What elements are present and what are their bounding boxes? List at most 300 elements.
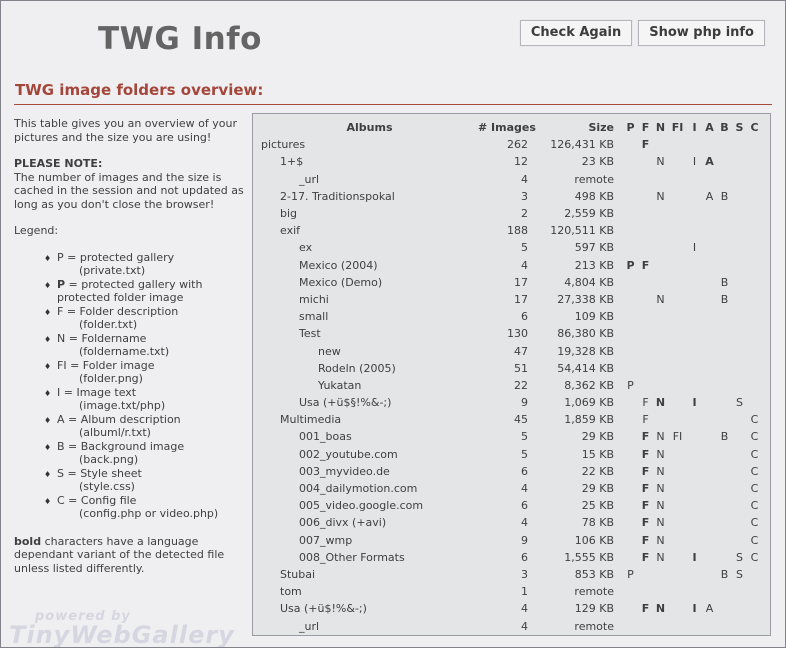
flag-p [623, 551, 638, 564]
flag-fi [668, 534, 687, 547]
album-name: 008_Other Formats [299, 550, 405, 564]
table-row [261, 532, 762, 549]
flag-c [747, 293, 762, 306]
bold-note-rest: characters have a language dependant variant of the detected file unless listed differently. [14, 534, 225, 575]
heading-divider [14, 104, 772, 105]
album-name: small [299, 310, 329, 324]
image-count: 51 [514, 361, 528, 375]
image-count: 6 [521, 464, 528, 478]
table-row [261, 600, 762, 617]
flag-f: F [641, 499, 650, 513]
flag-n: N [656, 447, 665, 461]
flag-a [702, 379, 717, 392]
legend-item: ♦ N = Foldername (foldername.txt) [44, 332, 248, 359]
legend-item: ♦ P = protected gallery with protected folder image [44, 277, 203, 304]
flag-fi [668, 259, 687, 272]
flag-n [653, 138, 668, 151]
album-name: Stubai [280, 567, 316, 581]
table-row [261, 480, 762, 497]
album-name: Usa (+ü$§!%&-;) [299, 396, 392, 410]
flag-fi [668, 190, 687, 203]
legend-item: ♦ F = Folder description (folder.txt) [44, 305, 248, 332]
image-count: 12 [514, 155, 528, 169]
flag-f: F [642, 413, 649, 427]
flag-a: A [705, 602, 714, 616]
flag-i [687, 276, 702, 289]
flag-p [623, 448, 638, 461]
bold-note-word: bold [14, 534, 42, 548]
image-count: 9 [521, 396, 528, 410]
flag-b [717, 259, 732, 272]
flag-c [747, 138, 762, 151]
flag-cells [623, 379, 762, 392]
flag-f [638, 276, 653, 289]
flag-c [747, 155, 762, 168]
flag-s [732, 241, 747, 254]
album-name: Yukatan [318, 378, 362, 392]
flag-a [702, 413, 717, 426]
image-count: 5 [521, 447, 528, 461]
flag-p [623, 293, 638, 306]
flag-c [747, 602, 762, 615]
flag-a [702, 259, 717, 272]
flag-fi [668, 465, 687, 478]
flag-c: C [750, 533, 759, 547]
albums-column-header: Albums [346, 121, 393, 135]
diamond-bullet-icon: ♦ [44, 442, 52, 452]
flag-a: A [705, 155, 714, 169]
flag-header-p: P [626, 121, 635, 135]
flag-n: N [656, 464, 665, 478]
flag-c: C [750, 447, 759, 461]
diamond-bullet-icon: ♦ [44, 469, 52, 479]
album-name: 005_video.google.com [299, 499, 424, 513]
folder-size: 109 KB [574, 310, 614, 324]
flag-p [623, 482, 638, 495]
table-row [261, 497, 762, 514]
diamond-bullet-icon: ♦ [44, 496, 52, 506]
flag-header-c: C [750, 121, 759, 135]
diamond-bullet-icon: ♦ [44, 415, 52, 425]
flag-f: F [641, 550, 650, 564]
album-name: michi [299, 292, 329, 306]
folder-size: 78 KB [581, 516, 614, 530]
flag-f [638, 379, 653, 392]
album-name: new [318, 344, 341, 358]
table-row [261, 188, 762, 205]
legend-file: (config.php or video.php) [79, 507, 219, 520]
flag-n: N [656, 550, 665, 564]
flag-n: N [656, 155, 665, 169]
flag-b [717, 534, 732, 547]
flag-a [702, 448, 717, 461]
flag-p [623, 499, 638, 512]
image-count: 4 [521, 482, 528, 496]
flag-p: P [627, 378, 634, 392]
legend-list [44, 251, 248, 521]
image-count: 188 [507, 224, 528, 238]
table-row [261, 257, 762, 274]
image-count: 130 [507, 327, 528, 341]
flag-fi [668, 482, 687, 495]
table-row [261, 463, 762, 480]
legend-file: (folder.txt) [79, 318, 138, 331]
image-count: 4 [521, 172, 528, 186]
album-name: _url [299, 172, 320, 186]
flag-i [687, 138, 702, 151]
watermark-line1: powered by [35, 609, 131, 624]
folder-size: 213 KB [574, 258, 614, 272]
page-title: TWG Info [98, 21, 262, 57]
flag-a [702, 516, 717, 529]
bold-note [14, 535, 248, 576]
flag-i [687, 482, 702, 495]
image-count: 47 [514, 344, 528, 358]
table-row [261, 222, 762, 239]
album-name: big [280, 207, 298, 221]
flag-a [702, 430, 717, 443]
table-row [261, 171, 762, 188]
flag-s [732, 155, 747, 168]
album-name: Usa (+ü$!%&-;) [280, 602, 367, 616]
table-row [261, 514, 762, 531]
flag-cells [623, 190, 762, 203]
folders-table [252, 113, 771, 636]
flag-b [717, 413, 732, 426]
flag-fi [668, 551, 687, 564]
header-buttons [520, 20, 765, 46]
flag-n: N [656, 292, 665, 306]
flag-p [623, 138, 638, 151]
flag-cells [623, 516, 762, 529]
table-row [261, 153, 762, 170]
flag-f [638, 190, 653, 203]
folder-size: 29 KB [581, 482, 614, 496]
flag-p [623, 190, 638, 203]
flag-b [717, 602, 732, 615]
table-row [261, 583, 762, 600]
diamond-bullet-icon: ♦ [44, 280, 52, 290]
flag-i: I [692, 602, 697, 616]
flag-i: I [692, 550, 697, 564]
flag-i [687, 568, 702, 581]
flag-b: B [720, 292, 729, 306]
flag-i [687, 465, 702, 478]
flag-s [732, 379, 747, 392]
flag-f: F [642, 396, 649, 410]
folder-size: 86,380 KB [557, 327, 614, 341]
flag-s [732, 430, 747, 443]
flag-c [747, 241, 762, 254]
flag-b [717, 465, 732, 478]
album-name: Mexico (2004) [299, 258, 378, 272]
flag-b [717, 551, 732, 564]
folder-size: remote [574, 619, 614, 633]
folder-size: remote [574, 172, 614, 186]
flag-f: F [641, 533, 650, 547]
size-column-header: Size [588, 121, 614, 135]
table-row [261, 136, 762, 153]
table-body [261, 136, 762, 634]
flag-p [623, 396, 638, 409]
tinywebgallery-watermark [9, 610, 235, 647]
flag-s [732, 448, 747, 461]
flag-s [732, 482, 747, 495]
legend-key: C [57, 493, 65, 507]
flag-s [732, 259, 747, 272]
flag-cells [623, 138, 762, 151]
flag-p [623, 465, 638, 478]
legend-label: Legend: [14, 224, 59, 237]
flag-c [747, 568, 762, 581]
legend-key: A [57, 412, 65, 426]
flag-cells [623, 551, 762, 564]
table-row [261, 566, 762, 583]
flag-c: C [750, 413, 759, 427]
flag-n: N [656, 189, 665, 203]
image-count: 1 [521, 585, 528, 599]
watermark-line2: TinyWebGallery [9, 621, 235, 648]
flag-c [747, 276, 762, 289]
flag-b [717, 155, 732, 168]
flag-s [732, 190, 747, 203]
flag-cells [623, 276, 762, 289]
flag-p [623, 602, 638, 615]
flag-s: S [736, 550, 743, 564]
image-count: 4 [521, 258, 528, 272]
flag-b [717, 516, 732, 529]
flag-n: N [656, 430, 665, 444]
album-name: 004_dailymotion.com [299, 482, 418, 496]
legend-key: P [57, 250, 64, 264]
flag-b [717, 138, 732, 151]
flag-p [623, 413, 638, 426]
flag-s [732, 602, 747, 615]
flag-p [623, 276, 638, 289]
flag-fi [668, 241, 687, 254]
image-count: 262 [507, 138, 528, 152]
flag-c: C [750, 482, 759, 496]
folder-size: 19,328 KB [557, 344, 614, 358]
sidebar [14, 117, 248, 588]
intro-text: This table gives you an overview of your pictures and the size you are using! [14, 117, 237, 144]
image-count: 45 [514, 413, 528, 427]
flag-fi [668, 155, 687, 168]
flag-p: P [627, 567, 634, 581]
flag-p [623, 516, 638, 529]
flag-fi [668, 413, 687, 426]
image-count: 17 [514, 292, 528, 306]
flag-cells [623, 568, 762, 581]
flag-n [653, 568, 668, 581]
flag-a [702, 499, 717, 512]
table-row [261, 428, 762, 445]
flag-f: F [641, 258, 650, 272]
flag-i [687, 516, 702, 529]
image-count: 5 [521, 241, 528, 255]
legend-key: S [57, 466, 64, 480]
legend-key: I [57, 385, 61, 399]
flag-a [702, 568, 717, 581]
table-row [261, 308, 762, 325]
image-count: 22 [514, 378, 528, 392]
table-row [261, 360, 762, 377]
flag-fi [668, 293, 687, 306]
flag-p: P [626, 258, 635, 272]
legend-key: FI [57, 358, 67, 372]
flag-cells [623, 413, 762, 426]
please-note [14, 157, 248, 211]
image-count: 17 [514, 275, 528, 289]
flag-b [717, 499, 732, 512]
flag-s [732, 138, 747, 151]
flag-f: F [641, 138, 650, 152]
flag-p [623, 534, 638, 547]
flag-c: C [750, 430, 759, 444]
flag-cells [623, 430, 762, 443]
flag-c [747, 259, 762, 272]
table-row [261, 394, 762, 411]
flag-header-b: B [720, 121, 729, 135]
flag-cells [623, 482, 762, 495]
table-row [261, 549, 762, 566]
flag-cells [623, 241, 762, 254]
album-name: 2-17. Traditionspokal [280, 189, 395, 203]
flag-cells [623, 448, 762, 461]
legend-item: ♦ A = Album description (albuml/r.txt) [44, 413, 248, 440]
folder-size: 8,362 KB [564, 378, 614, 392]
image-count: 2 [521, 207, 528, 221]
flag-cells [623, 293, 762, 306]
table-row [261, 291, 762, 308]
check-again-button[interactable]: Check Again [520, 20, 632, 46]
flag-fi [668, 138, 687, 151]
table-row [261, 342, 762, 359]
flag-a [702, 551, 717, 564]
flag-f: F [641, 430, 650, 444]
diamond-bullet-icon: ♦ [44, 307, 52, 317]
image-count: 6 [521, 499, 528, 513]
flag-header-n: N [655, 121, 666, 135]
flag-n [653, 379, 668, 392]
legend-item: ♦ FI = Folder image (folder.png) [44, 359, 248, 386]
folder-size: 27,338 KB [557, 292, 614, 306]
section-heading: TWG image folders overview: [15, 81, 264, 99]
album-name: 002_youtube.com [299, 447, 398, 461]
legend-key: P [57, 277, 66, 291]
flag-fi [668, 379, 687, 392]
flag-s: S [736, 567, 743, 581]
image-count: 9 [521, 533, 528, 547]
legend-key: N [57, 331, 66, 345]
folder-size: 4,804 KB [564, 275, 614, 289]
flag-cells [623, 499, 762, 512]
flag-s [732, 499, 747, 512]
flag-a [702, 465, 717, 478]
flag-i [687, 448, 702, 461]
flag-n [653, 241, 668, 254]
flag-i [687, 190, 702, 203]
image-count: 3 [521, 567, 528, 581]
flag-a [702, 534, 717, 547]
flag-s: S [736, 396, 743, 410]
flag-c [747, 190, 762, 203]
flag-f: F [641, 464, 650, 478]
image-count: 6 [521, 550, 528, 564]
album-name: ex [299, 241, 313, 255]
table-row [261, 411, 762, 428]
diamond-bullet-icon: ♦ [44, 253, 52, 263]
flag-c: C [750, 499, 759, 513]
folder-size: 120,511 KB [550, 224, 614, 238]
legend-file: (private.txt) [79, 264, 146, 277]
image-count: 4 [521, 516, 528, 530]
flag-b: B [720, 430, 729, 444]
flag-f: F [641, 602, 650, 616]
flag-n: N [656, 516, 665, 530]
flag-cells [623, 155, 762, 168]
legend-file: (albuml/r.txt) [79, 426, 151, 439]
flag-fi [668, 396, 687, 409]
flag-cells [623, 602, 762, 615]
flag-b [717, 482, 732, 495]
flag-s [732, 465, 747, 478]
flag-f [638, 568, 653, 581]
flag-n: N [656, 499, 665, 513]
flag-fi [668, 602, 687, 615]
flag-s [732, 534, 747, 547]
flag-f [638, 155, 653, 168]
flag-a: A [705, 189, 714, 203]
album-name: 001_boas [299, 430, 352, 444]
flag-c: C [750, 516, 759, 530]
folder-size: 1,555 KB [564, 550, 614, 564]
album-name: 1+$ [280, 155, 304, 169]
flag-n: N [655, 396, 666, 410]
image-count: 6 [521, 310, 528, 324]
flag-fi [668, 448, 687, 461]
flag-s [732, 293, 747, 306]
flag-n: N [655, 602, 666, 616]
legend-file: (foldername.txt) [79, 345, 170, 358]
album-name: exif [280, 224, 301, 238]
folder-size: 1,859 KB [564, 413, 614, 427]
flag-fi [668, 276, 687, 289]
flag-s [732, 413, 747, 426]
flag-f: F [641, 516, 650, 530]
legend-file: (folder.png) [79, 372, 143, 385]
flag-s [732, 516, 747, 529]
flag-n [653, 413, 668, 426]
legend-file: (style.css) [79, 480, 135, 493]
show-php-info-button[interactable]: Show php info [638, 20, 765, 46]
album-name: 007_wmp [299, 533, 353, 547]
flag-i [687, 293, 702, 306]
flag-c: C [750, 550, 759, 564]
note-body: The number of images and the size is cached in the session and not updated as long as you don't close the browser! [14, 170, 244, 211]
legend-item: ♦ B = Background image (back.png) [44, 440, 248, 467]
flag-b [717, 448, 732, 461]
table-row [261, 617, 762, 634]
flag-a [702, 396, 717, 409]
flag-header-i: I [692, 121, 697, 135]
folder-size: 498 KB [574, 189, 614, 203]
album-name: pictures [261, 138, 306, 152]
legend-file: (back.png) [79, 453, 139, 466]
folder-size: 54,414 KB [557, 361, 614, 375]
flag-b [717, 241, 732, 254]
image-count: 4 [521, 619, 528, 633]
